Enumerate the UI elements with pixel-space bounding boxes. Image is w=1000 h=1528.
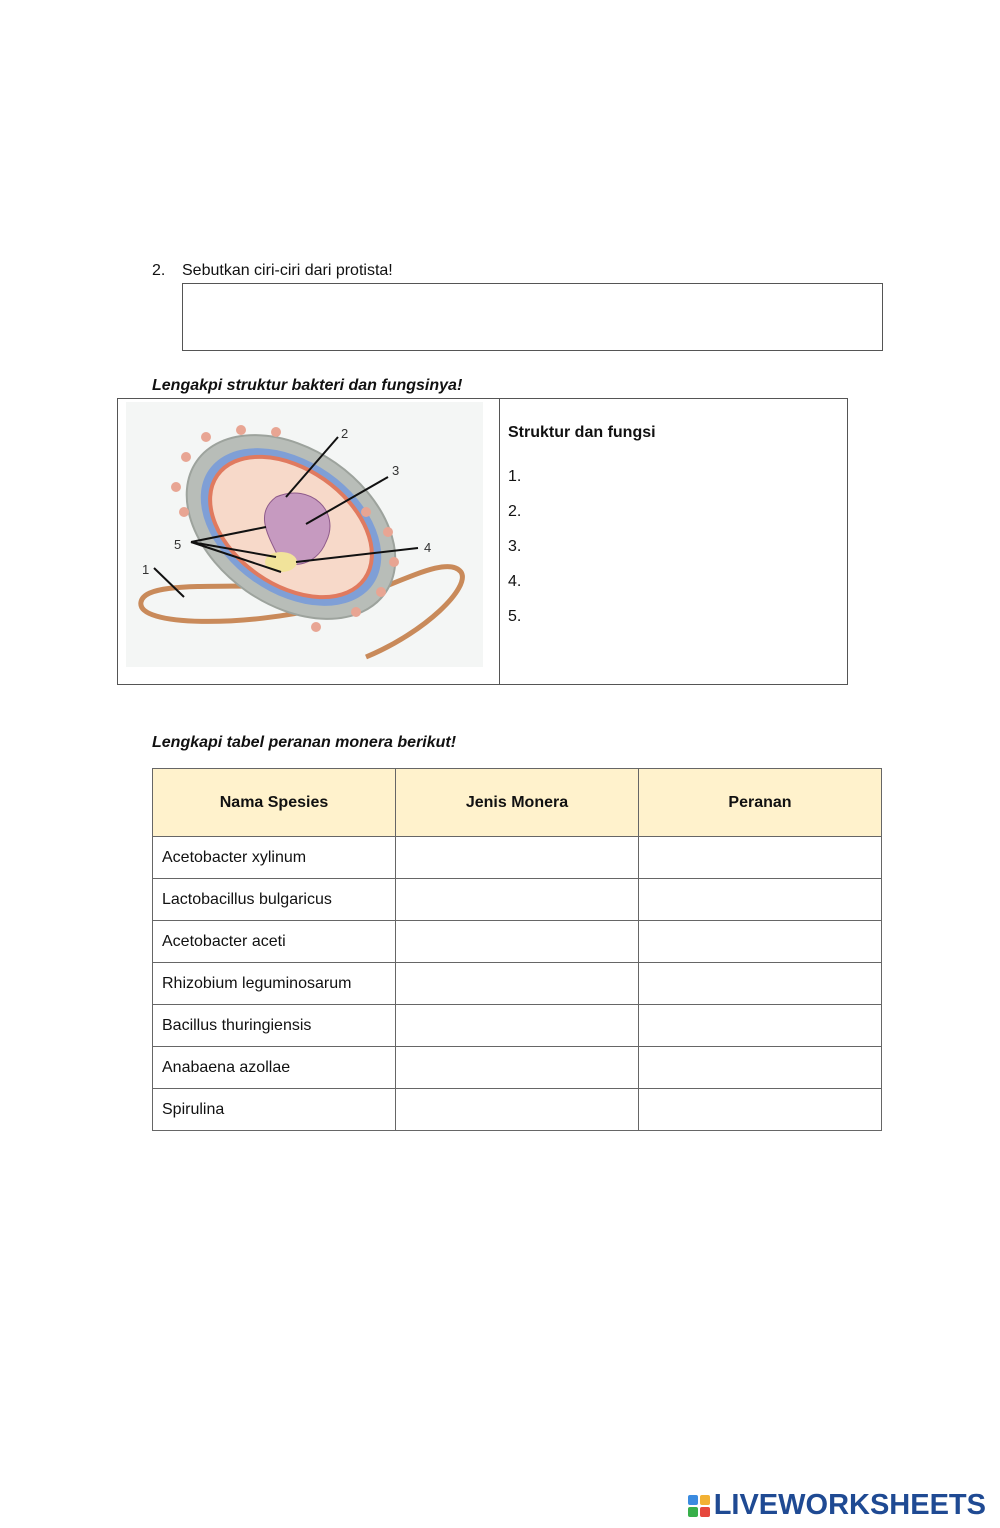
monera-table: [152, 768, 882, 1131]
diagram-label-5: 5: [174, 537, 182, 552]
header-nama-spesies: Nama Spesies: [153, 769, 396, 837]
structure-table: [117, 398, 848, 685]
table-row: [153, 1047, 882, 1089]
structure-instruction: Lengakpi struktur bakteri dan fungsinya!: [152, 377, 463, 394]
species-cell: Acetobacter aceti: [153, 921, 396, 963]
peranan-input-cell[interactable]: [639, 879, 882, 921]
structure-item-2[interactable]: 2.: [508, 503, 522, 520]
jenis-input-cell[interactable]: [396, 1005, 639, 1047]
species-cell: Anabaena azollae: [153, 1047, 396, 1089]
jenis-input-cell[interactable]: [396, 921, 639, 963]
structure-item-1[interactable]: 1.: [508, 468, 522, 485]
monera-instruction: Lengkapi tabel peranan monera berikut!: [152, 734, 457, 751]
table-row: [153, 1089, 882, 1131]
structure-item-5[interactable]: 5.: [508, 608, 522, 625]
question-text: Sebutkan ciri-ciri dari protista!: [182, 262, 393, 279]
jenis-input-cell[interactable]: [396, 963, 639, 1005]
table-row: [153, 1005, 882, 1047]
diagram-label-3: 3: [392, 463, 400, 478]
peranan-input-cell[interactable]: [639, 963, 882, 1005]
diagram-label-2: 2: [341, 426, 349, 441]
jenis-input-cell[interactable]: [396, 1089, 639, 1131]
species-cell: Lactobacillus bulgaricus: [153, 879, 396, 921]
jenis-input-cell[interactable]: [396, 879, 639, 921]
answer-box[interactable]: [182, 283, 883, 351]
table-row: [153, 837, 882, 879]
jenis-input-cell[interactable]: [396, 1047, 639, 1089]
table-row: [153, 879, 882, 921]
peranan-input-cell[interactable]: [639, 921, 882, 963]
structure-item-3[interactable]: 3.: [508, 538, 522, 555]
species-cell: Bacillus thuringiensis: [153, 1005, 396, 1047]
peranan-input-cell[interactable]: [639, 837, 882, 879]
diagram-label-4: 4: [424, 540, 432, 555]
peranan-input-cell[interactable]: [639, 1005, 882, 1047]
jenis-input-cell[interactable]: [396, 837, 639, 879]
header-jenis-monera: Jenis Monera: [396, 769, 639, 837]
question-number: 2.: [152, 262, 166, 279]
species-cell: Acetobacter xylinum: [153, 837, 396, 879]
column-divider: [499, 399, 500, 684]
species-cell: Spirulina: [153, 1089, 396, 1131]
bacteria-diagram: [126, 402, 483, 667]
peranan-input-cell[interactable]: [639, 1089, 882, 1131]
logo-text: LIVEWORKSHEETS: [713, 1489, 986, 1521]
table-row: [153, 963, 882, 1005]
diagram-label-1: 1: [142, 562, 150, 577]
logo-icon: [688, 1495, 710, 1517]
bacteria-illustration: [126, 402, 483, 667]
species-cell: Rhizobium leguminosarum: [153, 963, 396, 1005]
table-row: [153, 921, 882, 963]
structure-item-4[interactable]: 4.: [508, 573, 522, 590]
header-peranan: Peranan: [639, 769, 882, 837]
structure-heading: Struktur dan fungsi: [508, 424, 656, 441]
liveworksheets-logo: [688, 1489, 986, 1522]
peranan-input-cell[interactable]: [639, 1047, 882, 1089]
